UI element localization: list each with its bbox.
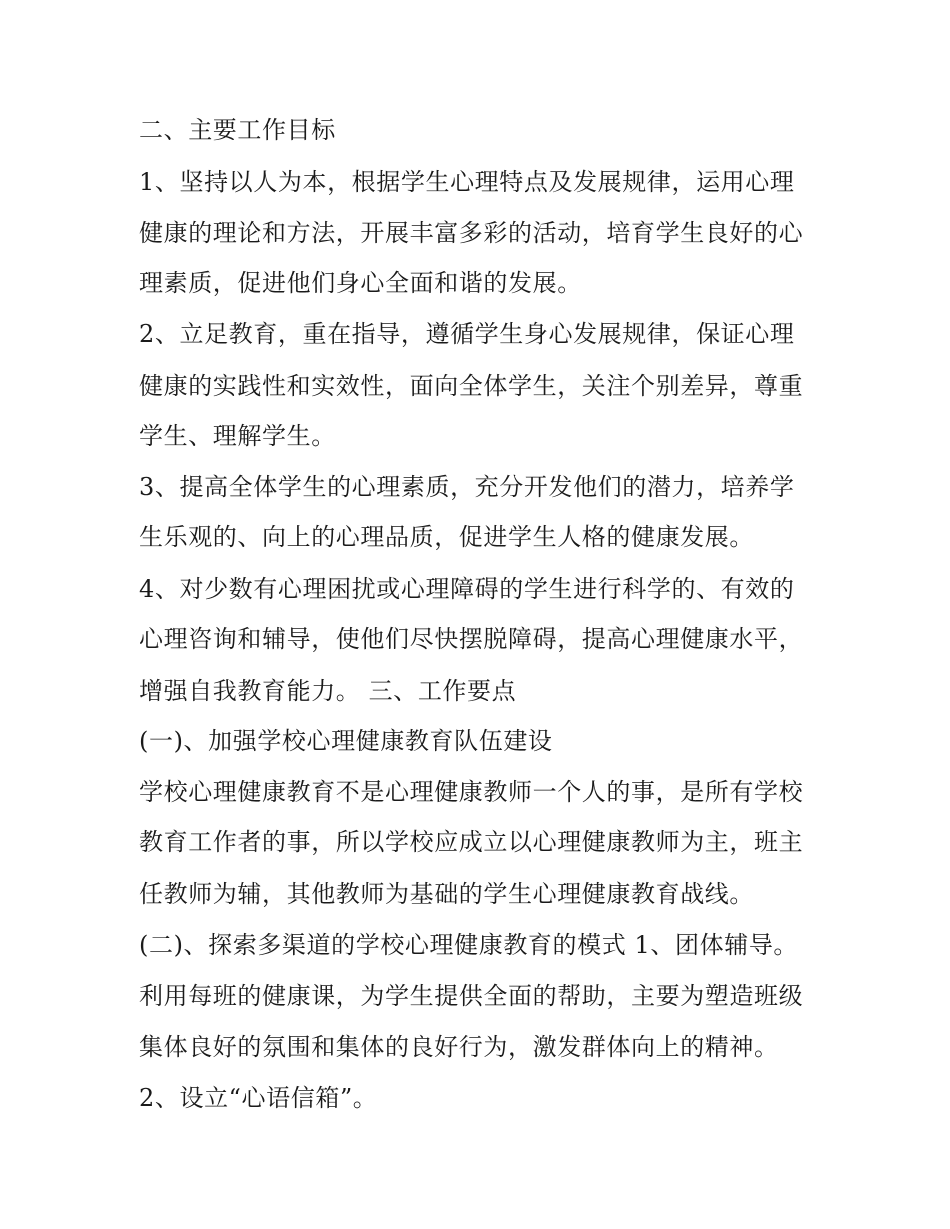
text-line: 教育工作者的事，所以学校应成立以心理健康教师为主，班主 — [139, 828, 804, 856]
text-line: 4、对少数有心理困扰或心理障碍的学生进行科学的、有效的 — [139, 575, 795, 603]
text-line: 生乐观的、向上的心理品质，促进学生人格的健康发展。 — [139, 523, 754, 551]
text-line: 心理咨询和辅导，使他们尽快摆脱障碍，提高心理健康水平， — [139, 625, 804, 653]
text-line: 学生、理解学生。 — [139, 422, 336, 450]
section-heading-goals: 二、主要工作目标 — [139, 116, 336, 144]
text-line: 理素质，促进他们身心全面和谐的发展。 — [139, 269, 582, 297]
text-line: 任教师为辅，其他教师为基础的学生心理健康教育战线。 — [139, 880, 754, 908]
text-line: 2、立足教育，重在指导，遵循学生身心发展规律，保证心理 — [139, 320, 795, 348]
subsection-heading-1: (一)、加强学校心理健康教育队伍建设 — [139, 727, 553, 755]
text-line: 增强自我教育能力。 三、工作要点 — [139, 677, 517, 705]
text-line: 1、坚持以人为本，根据学生心理特点及发展规律，运用心理 — [139, 168, 795, 196]
text-line: 集体良好的氛围和集体的良好行为，激发群体向上的精神。 — [139, 1033, 779, 1061]
subsection-heading-2: (二)、探索多渠道的学校心理健康教育的模式 1、团体辅导。 — [139, 931, 799, 959]
text-line: 健康的理论和方法，开展丰富多彩的活动，培育学生良好的心 — [139, 219, 804, 247]
text-line: 2、设立“心语信箱”。 — [139, 1084, 378, 1112]
text-line: 健康的实践性和实效性，面向全体学生，关注个别差异，尊重 — [139, 372, 804, 400]
text-line: 3、提高全体学生的心理素质，充分开发他们的潜力，培养学 — [139, 473, 795, 501]
text-line: 利用每班的健康课，为学生提供全面的帮助，主要为塑造班级 — [139, 982, 804, 1010]
text-line: 学校心理健康教育不是心理健康教师一个人的事，是所有学校 — [139, 778, 804, 806]
